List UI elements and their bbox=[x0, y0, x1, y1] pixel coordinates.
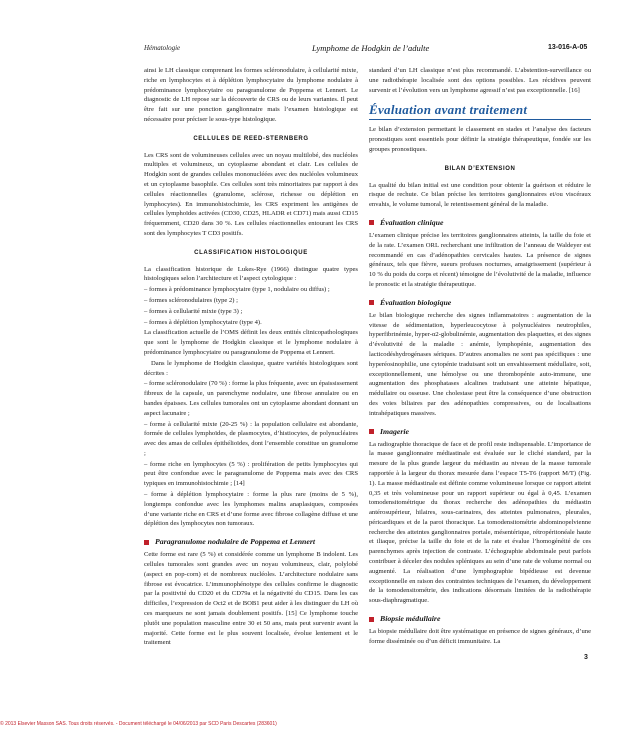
red-square-icon bbox=[369, 617, 374, 622]
paragraph: La biopsie médullaire doit être systématique en présence de signes généraux, d’une forme disséminée ou d’un déficit immunitaire. La bbox=[369, 628, 591, 645]
paragraph: ainsi le LH classique comprenant les formes scléronodulaire, à cellularité mixte, riche en lymphocytes et à déplétion lymphocytaire du lymphome nodulaire à prédominance lymphocytaire ou paragranulome de Poppema et Lennert. Le diagnostic de LH repose sur la découverte de CRS ou de leurs variantes. Il peut être fait sur une ponction ganglionnaire mais l’examen histologique est nécessaire pour préciser le sous-type histologique. bbox=[144, 67, 358, 123]
list-item: – forme à cellularité mixte (20-25 %) : la population cellulaire est abondante, formée de cellules lymphoïdes, de plasmocytes, d’histiocytes, de polynucléaires avec des amas de cellules épithélioïdes, dont l’ensemble constitue un granulome ; bbox=[144, 420, 358, 457]
copyright-footer: © 2013 Elsevier Masson SAS. Tous droits réservés. - Document téléchargé le 04/06/2013 par SCD Paris Descartes (283601) bbox=[0, 721, 277, 727]
right-column bbox=[369, 66, 591, 648]
paragraph: Cette forme est rare (5 %) et considérée comme un lymphome B indolent. Les cellules tumorales sont grandes avec un noyau volumineux, clair, polylobé (aspect en pop-corn) et de nombreux nucléoles. L’architecture nodulaire sans fibrose est évocatrice. L’immunophénotype des cellules confirme le diagnostic par la positivité du CD20 et du CD79a et la négativité du CD15. Dans les cas difficiles, l’expression de Oct2 et de BOB1 peut aider à les distinguer du LH où ces marqueurs ne sont jamais doublement positifs. [15] Ce lymphome touche plutôt une population masculine entre 30 et 50 ans, mais peut survenir avant la majorité. Cette forme est le plus souvent localisée, évolue lentement et le traitement bbox=[144, 551, 358, 647]
heading-imagerie bbox=[369, 427, 591, 437]
paragraph: standard d’un LH classique n’est plus recommandé. L’abstention-surveillance ou une radiothérapie localisée sont des options possibles. Les récidives peuvent survenir et l’évolution vers un lymphome agressif n’est pas exceptionnelle. [16] bbox=[369, 67, 591, 94]
paragraph: La classification historique de Lukes-Rye (1966) distingue quatre types histologiques selon l’architecture et l’aspect cytologique : bbox=[144, 265, 358, 283]
article-title: Lymphome de Hodgkin de l’adulte bbox=[312, 43, 430, 53]
heading-paragranulome bbox=[144, 537, 358, 547]
list-item: – formes à cellularité mixte (type 3) ; bbox=[144, 307, 243, 315]
list-item: – formes à prédominance lymphocytaire (type 1, nodulaire ou diffus) ; bbox=[144, 286, 330, 294]
heading-text: Évaluation clinique bbox=[380, 217, 444, 227]
list-item: – forme à déplétion lymphocytaire : forme la plus rare (moins de 5 %), longtemps confondue avec les lymphomes malins anaplasiques, composées d’une variante riche en CRS et d’une forme avec fibrose collagène diffuse et une déplétion des lymphocytes non tumoraux. bbox=[144, 491, 358, 528]
list-item: – formes à déplétion lymphocytaire (type 4). bbox=[144, 318, 262, 326]
paragraph: La radiographie thoracique de face et de profil reste indispensable. L’importance de la masse ganglionnaire médiastinale est évaluée sur le cliché standard, par la mesure de la plus grande largeur du médiastin au niveau de la masse tumorale rapportée à la largeur du thorax mesurée dans l’espace T5-T6 (rapport M/T) (Fig. 1). La masse médiastinale est définie comme volumineuse lorsque ce rapport atteint 0,35 et très volumineuse pour un rapport supérieur ou égal à 0,45. L’examen tomodensitométrique du thorax recherche des adénopathies du médiastin antérosupérieur, hilaires, sous-carinaires, des atteintes pulmonaires, pleurales, péricardiques et de la paroi thoracique. La tomodensitométrie abdominopelvienne recherche des atteintes ganglionnaires portale, mésentérique, rétropéritonéale haute et iliaque, précise la taille du foie et de la rate et évalue l’homogénéité de ces parenchymes après injection de contraste. L’échographie abdominale peut parfois contribuer à déceler des nodules spléniques au sein d’une rate de volume normal ou augmenté. La réalisation d’une lymphographie bipédieuse est devenue exceptionnelle en raison des contraintes techniques de l’examen, du développement de la tomodensitométrie, des indications désormais limitées de la radiothérapie sous-diaphragmatique. bbox=[369, 440, 591, 605]
subheading-classification: CLASSIFICATION HISTOLOGIQUE bbox=[194, 249, 308, 256]
heading-text: Biopsie médullaire bbox=[380, 614, 441, 624]
red-square-icon bbox=[369, 220, 374, 225]
red-square-icon bbox=[369, 300, 374, 305]
list-item: – forme riche en lymphocytes (5 %) : prolifération de petits lymphocytes qui peut être confondue avec le paragranulome de Poppema mais avec des CRS typiques en immunohistochimie ; [14] bbox=[144, 460, 358, 488]
paragraph: La qualité du bilan initial est une condition pour obtenir la guérison et réduire le risque de rechute. Ce bilan précise les territoires ganglionnaires et/ou viscéraux envahis, le volume tumoral, le retentissement général de la maladie. bbox=[369, 181, 591, 209]
heading-biopsie-medullaire bbox=[369, 614, 591, 624]
heading-evaluation-biologique bbox=[369, 298, 591, 308]
paragraph: Le bilan biologique recherche des signes inflammatoires : augmentation de la vitesse de sédimentation, hyperleucocytose à polynucléaires neutrophiles, hyperfibrinémie, hyper-α2-globulinémie, augmentation des plaquettes, et des signes d’évolutivité de la maladie : anémie, lymphopénie, augmentation des lacticodéshydrogénases sériques. D’autres anomalies ne sont pas spécifiques : une hyperéosinophilie, une cytopénie traduisant soit un envahissement médullaire, soit, exceptionnellement, une hémolyse ou une thrombopénie auto-immune, une augmentation des phosphatases alcalines traduisant une atteinte hépatique, médullaire ou osseuse. Une cholestase peut être la conséquence d’une obstruction des voies biliaires par des adénopathies compressives, ou de localisations intrahépatiques massives. bbox=[369, 311, 591, 417]
section-divider bbox=[369, 119, 591, 120]
list-item: – formes scléronodulaires (type 2) ; bbox=[144, 296, 238, 304]
list-item: – forme scléronodulaire (70 %) : forme la plus fréquente, avec un épaississement fibreux de la capsule, un parenchyme nodulaire, une fibrose annulaire ou en bandes épaisses. Les cellules tumorales ont un cytoplasme abondant donnant un aspect lacunaire ; bbox=[144, 380, 358, 417]
heading-text: Évaluation biologique bbox=[380, 297, 452, 307]
red-square-icon bbox=[144, 540, 149, 545]
paragraph: L’examen clinique précise les territoires ganglionnaires atteints, la taille du foie et de la rate. L’examen ORL recherchant une infiltration de l’anneau de Waldeyer est recommandé en cas d’adénopathies cervicales hautes. La présence de signes généraux, tels que fièvre, sueurs profuses nocturnes, amaigrissement (supérieur à 10 % du poids du corps et récent) témoigne de l’évolutivité de la maladie, influence le pronostic et la stratégie thérapeutique. bbox=[369, 231, 591, 288]
heading-evaluation-clinique bbox=[369, 218, 591, 228]
heading-text: Paragranulome nodulaire de Poppema et Lennert bbox=[155, 537, 316, 547]
article-code: 13-016-A-05 bbox=[548, 44, 588, 51]
paragraph: La classification actuelle de l’OMS définit les deux entités clinicopathologiques que sont le lymphome de Hodgkin classique et le lymphome nodulaire à prédominance lymphocytaire ou paragranulome de Poppema et Lennert. bbox=[144, 329, 358, 356]
paragraph: Le bilan d’extension permettant le classement en stades et l’analyse des facteurs pronostiques sont essentiels pour définir la stratégie thérapeutique, fondée sur les groupes pronostiques. bbox=[369, 126, 591, 153]
subheading-reed-sternberg: CELLULES DE REED-STERNBERG bbox=[193, 135, 309, 142]
section-title: Évaluation avant traitement bbox=[369, 102, 528, 118]
journal-name: Hématologie bbox=[144, 44, 181, 52]
red-square-icon bbox=[369, 429, 374, 434]
paragraph: Dans le lymphome de Hodgkin classique, quatre variétés histologiques sont décrites : bbox=[144, 359, 358, 377]
left-column bbox=[144, 66, 358, 649]
paragraph: Les CRS sont de volumineuses cellules avec un noyau multilobé, des nucléoles multiples et volumineux, un cytoplasme abondant et clair. Les cellules de Hodgkin sont de grandes cellules mononucléées avec des nucléoles volumineux et un cytoplasme basophile. Ces cellules sont très minoritaires par rapport à des cellules réactionnelles (granulome, sclérose, richesse ou déplétion en lymphocytes). En immunohistochimie, les CRS expriment les antigènes de cellules lymphoïdes activées (CD30, CD25, HLADR et CD71) mais aussi CD15 fréquemment, CD20 dans 30 %. Les cellules réactionnelles entourant les CRS sont des lymphocytes T CD3 positifs. bbox=[144, 151, 358, 237]
heading-text: Imagerie bbox=[380, 426, 410, 436]
subheading-bilan: BILAN D’EXTENSION bbox=[444, 165, 516, 172]
page-number: 3 bbox=[584, 654, 588, 661]
